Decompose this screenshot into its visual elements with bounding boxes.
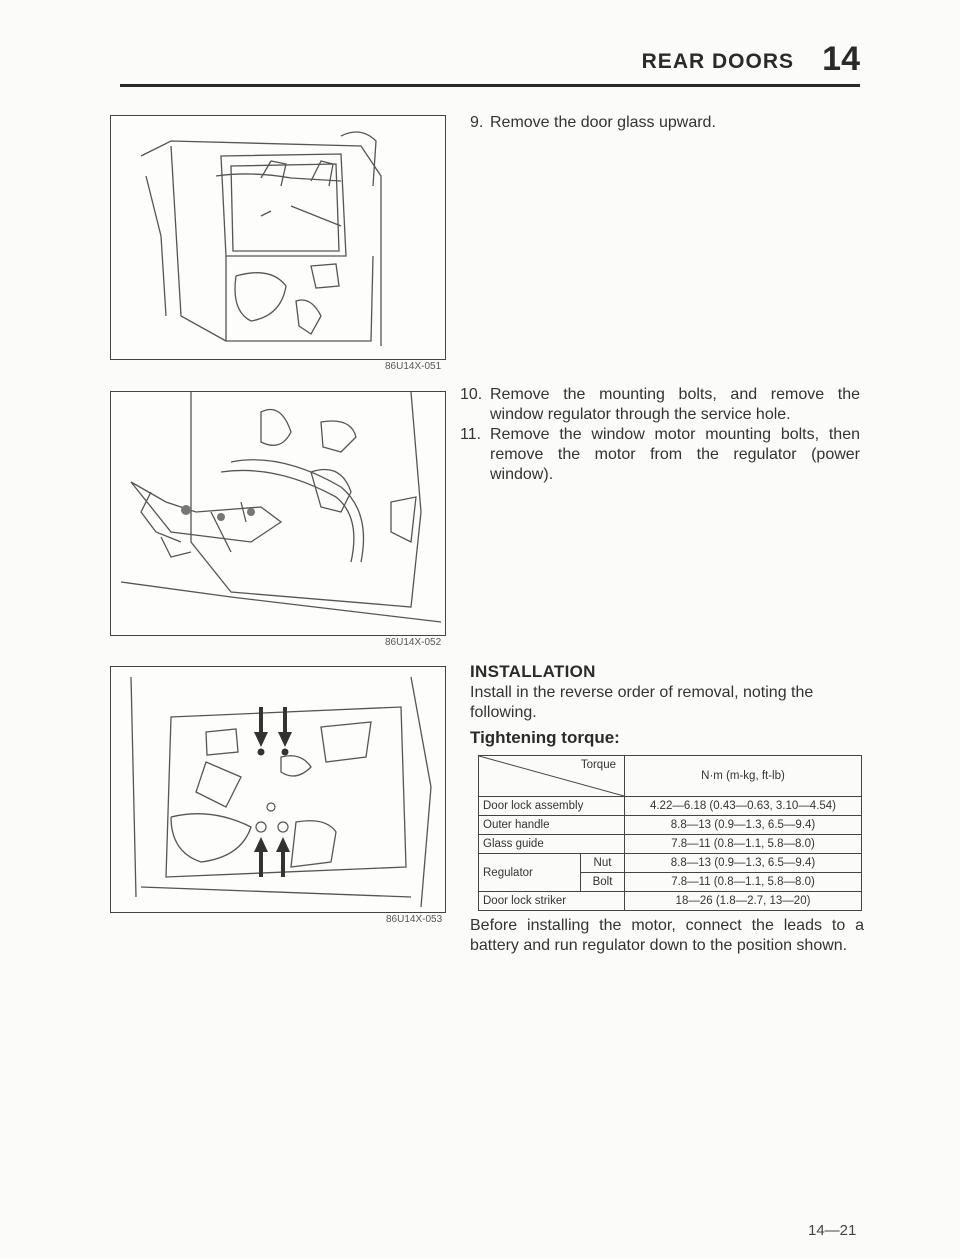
- section-title: REAR DOORS: [641, 50, 794, 73]
- step-text: Remove the mounting bolts, and remove the window regulator through the service hole.: [490, 386, 860, 423]
- step-9: [470, 113, 870, 133]
- motor-note: Before installing the motor, connect the leads to a battery and run regulator down to the position shown.: [470, 917, 864, 954]
- figure-code: 86U14X-052: [385, 637, 442, 648]
- header-torque-cell: [479, 756, 625, 797]
- item-cell: Glass guide: [479, 835, 625, 854]
- step-text: Remove the window motor mounting bolts, then remove the motor from the regulator (power window).: [490, 426, 860, 483]
- item-cell: Door lock striker: [479, 892, 625, 911]
- value-cell: 8.8—13 (0.9—1.3, 6.5—9.4): [625, 816, 862, 835]
- value-cell: 7.8—11 (0.8—1.1, 5.8—8.0): [625, 835, 862, 854]
- page-number: 14—21: [808, 1222, 857, 1239]
- value-cell: 8.8—13 (0.9—1.3, 6.5—9.4): [625, 854, 862, 873]
- item-cell: Door lock assembly: [479, 797, 625, 816]
- value-cell: 18—26 (1.8—2.7, 13—20): [625, 892, 862, 911]
- door-glass-illustration: [111, 116, 445, 359]
- installation-text: Install in the reverse order of removal, noting the following.: [470, 684, 814, 721]
- sub-item-cell: Nut: [581, 854, 625, 873]
- figure-regulator-position: [110, 666, 446, 913]
- torque-table: [478, 755, 862, 911]
- torque-heading: Tightening torque:: [470, 728, 620, 747]
- page-header: [120, 40, 860, 87]
- regulator-position-illustration: [111, 667, 445, 912]
- table-row: [479, 854, 862, 873]
- header-units: N·m (m-kg, ft-lb): [625, 756, 862, 797]
- item-cell: Outer handle: [479, 816, 625, 835]
- header-torque-label: Torque: [580, 759, 616, 771]
- item-cell: Regulator: [479, 854, 581, 892]
- figure-door-glass-removal: [110, 115, 446, 360]
- installation-heading: INSTALLATION: [470, 662, 596, 681]
- step-number: 10.: [460, 386, 483, 403]
- table-row: [479, 797, 862, 816]
- figure-code: 86U14X-053: [386, 914, 443, 925]
- value-cell: 4.22—6.18 (0.43—0.63, 3.10—4.54): [625, 797, 862, 816]
- table-row: [479, 892, 862, 911]
- figure-code: 86U14X-051: [385, 361, 442, 372]
- step-10: [460, 385, 860, 425]
- value-cell: 7.8—11 (0.8—1.1, 5.8—8.0): [625, 873, 862, 892]
- chapter-number: 14: [822, 40, 860, 78]
- step-text: Remove the door glass upward.: [490, 114, 716, 131]
- regulator-illustration: [111, 392, 445, 635]
- step-number: 9.: [470, 114, 484, 131]
- step-number: 11.: [460, 426, 482, 443]
- table-row: [479, 835, 862, 854]
- sub-item-cell: Bolt: [581, 873, 625, 892]
- table-header-row: [479, 756, 862, 797]
- step-11: [460, 425, 860, 485]
- figure-regulator-removal: [110, 391, 446, 636]
- table-row: [479, 816, 862, 835]
